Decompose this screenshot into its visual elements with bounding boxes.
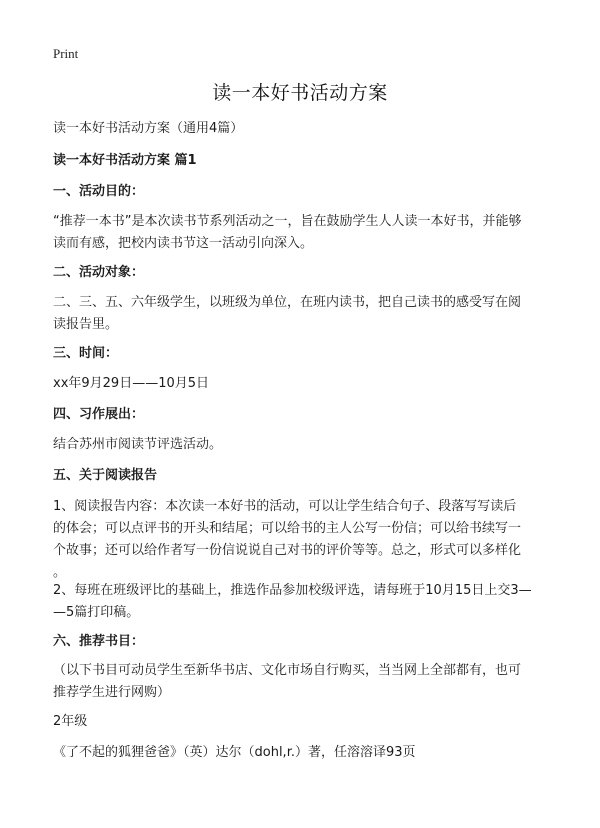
paragraph-line: 读报告里。	[53, 317, 119, 332]
paragraph-line: 个故事；还可以给作者写一份信说说自己对书的评价等等。总之，形式可以多样化	[53, 543, 522, 558]
report-item-1	[53, 496, 553, 584]
print-label[interactable]: Print	[53, 46, 79, 61]
paragraph-line: “推荐一本书”是本次读书节系列活动之一，旨在鼓励学生人人读一本好书，并能够	[53, 214, 522, 229]
section-heading-purpose: 一、活动目的：	[53, 184, 145, 199]
paragraph-line: —5篇打印稿。	[53, 605, 140, 620]
section-heading-time: 三、时间：	[53, 346, 119, 361]
paragraph-line: （以下书目可动员学生至新华书店、文化市场自行购买，当当网上全部都有，也可	[53, 663, 522, 678]
paragraph-line: 2、每班在班级评比的基础上，推选作品参加校级评选，请每班于10月15日上交3—	[53, 583, 532, 598]
books-note	[53, 660, 553, 704]
section-heading-exhibit: 四、习作展出：	[53, 407, 145, 422]
paragraph-line: 1、阅读报告内容：本次读一本好书的活动，可以让学生结合句子、段落写写读后	[53, 499, 517, 514]
document-subtitle: 读一本好书活动方案（通用4篇）	[53, 121, 244, 136]
chapter-heading: 读一本好书活动方案 篇1	[53, 153, 197, 168]
section-heading-books: 六、推荐书目：	[53, 634, 145, 649]
purpose-paragraph	[53, 211, 553, 255]
time-text: xx年9月29日——10月5日	[53, 376, 210, 391]
target-paragraph	[53, 292, 553, 336]
exhibit-text: 结合苏州市阅读节评选活动。	[53, 437, 223, 452]
book-entry: 《了不起的狐狸爸爸》（英）达尔（dohl,r.）著，任溶溶译93页	[53, 745, 416, 760]
report-item-2	[53, 580, 553, 624]
paragraph-line: 的体会；可以点评书的开头和结尾；可以给书的主人公写一份信；可以给书续写一	[53, 521, 522, 536]
paragraph-line: 读而有感，把校内读书节这一活动引向深入。	[53, 236, 314, 251]
paragraph-line: 。	[53, 565, 67, 580]
grade-label: 2年级	[53, 714, 88, 729]
paragraph-line: 推荐学生进行网购）	[53, 685, 171, 700]
page-title: 读一本好书活动方案	[212, 82, 388, 104]
paragraph-line: 二、三、五、六年级学生，以班级为单位，在班内读书，把自己读书的感受写在阅	[53, 295, 522, 310]
section-heading-report: 五、关于阅读报告	[53, 468, 158, 483]
section-heading-target: 二、活动对象：	[53, 265, 145, 280]
